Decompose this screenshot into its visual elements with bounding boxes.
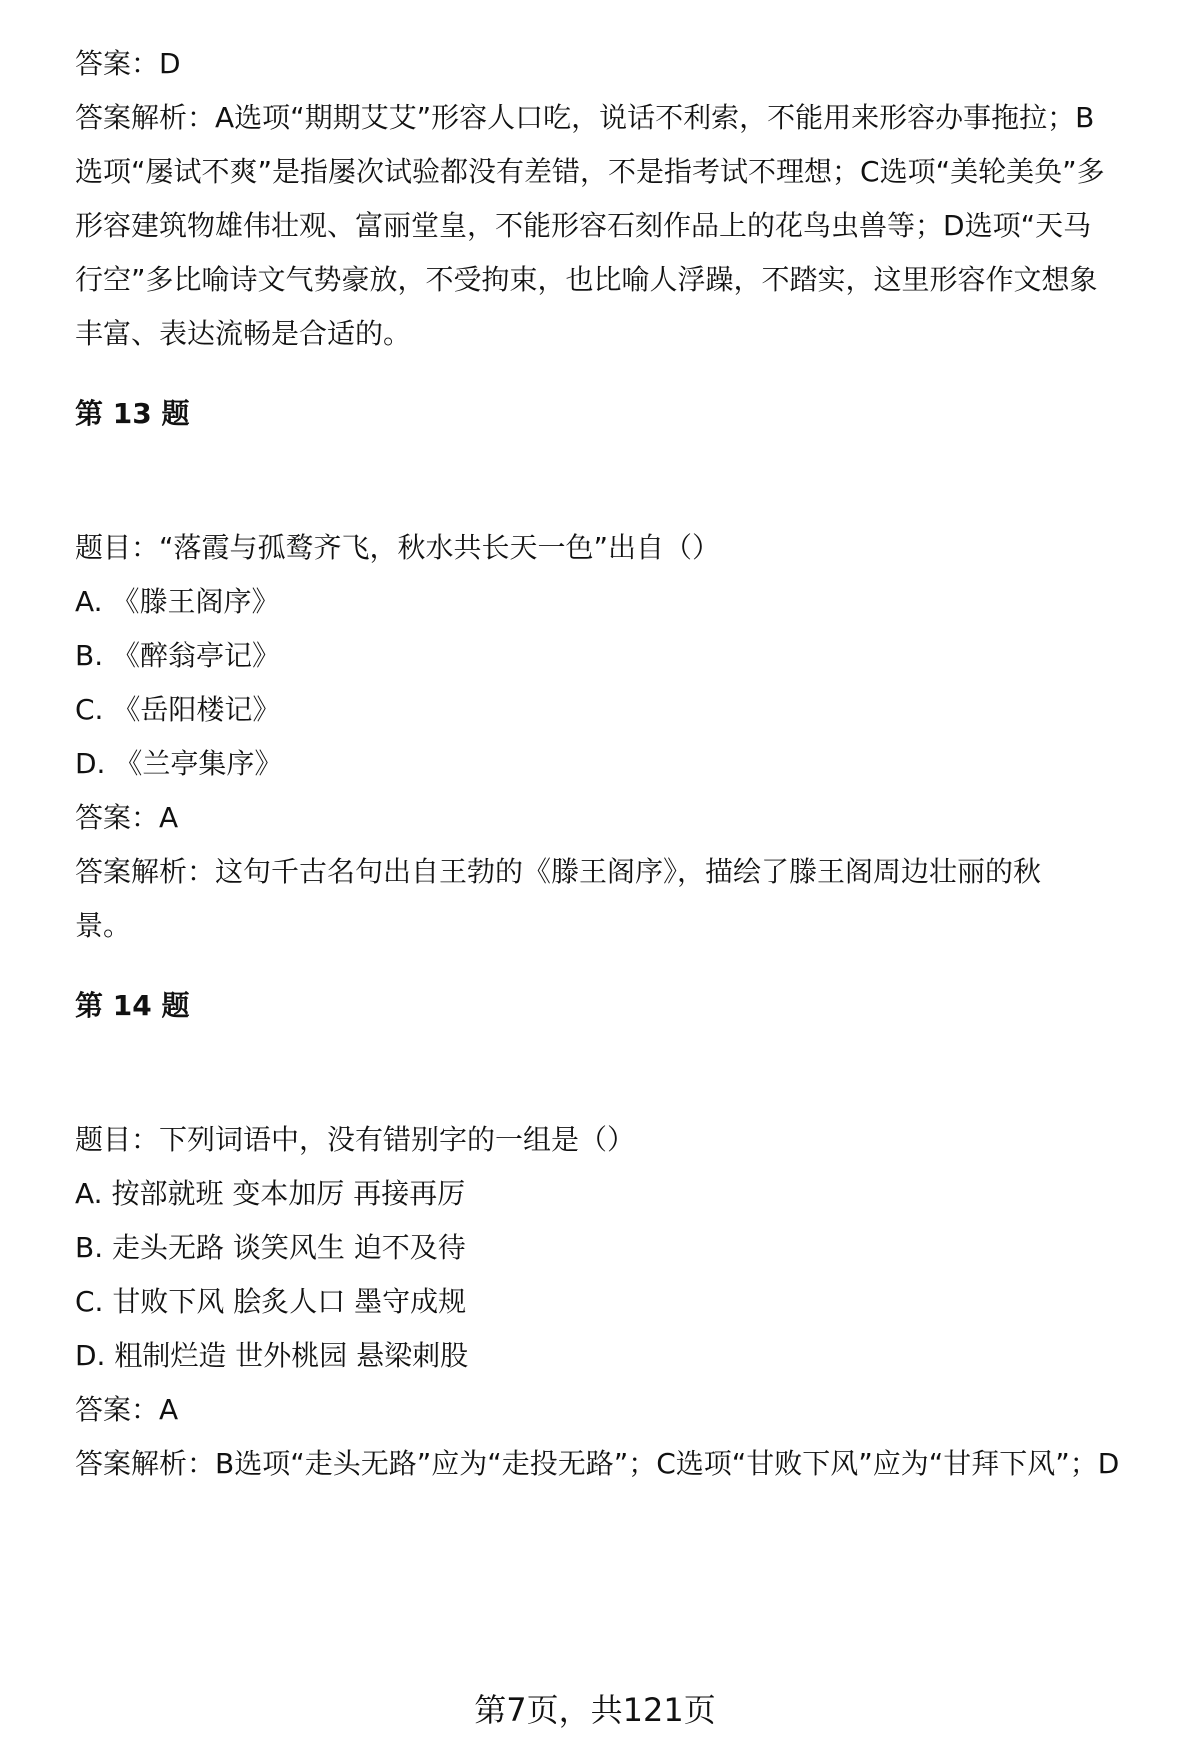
prev-analysis-line-1: 答案解析：A选项“期期艾艾”形容人口吃，说话不利索，不能用来形容办事拖拉；B [75,101,1095,134]
q13-option-b: B. 《醉翁亭记》 [75,639,281,672]
q13-heading: 第 13 题 [75,397,190,430]
q14-question: 题目：下列词语中，没有错别字的一组是（） [75,1123,636,1156]
q14-analysis-line-1: 答案解析：B选项“走头无路”应为“走投无路”；C选项“甘败下风”应为“甘拜下风”；D [75,1447,1120,1480]
q13-answer: 答案：A [75,801,179,834]
prev-analysis-line-5: 丰富、表达流畅是合适的。 [75,317,412,350]
q13-analysis-line-1: 答案解析：这句千古名句出自王勃的《滕王阁序》，描绘了滕王阁周边壮丽的秋 [75,855,1042,888]
prev-analysis-line-3: 形容建筑物雄伟壮观、富丽堂皇，不能形容石刻作品上的花鸟虫兽等；D选项“天马 [75,209,1092,242]
q13-option-d: D. 《兰亭集序》 [75,747,283,780]
q14-answer: 答案：A [75,1393,179,1426]
q13-option-a: A. 《滕王阁序》 [75,585,280,618]
page-number-footer: 第7页，共121页 [474,1691,716,1729]
q13-option-c: C. 《岳阳楼记》 [75,693,281,726]
q14-option-b: B. 走头无路 谈笑风生 迫不及待 [75,1231,466,1264]
prev-answer: 答案：D [75,47,181,80]
q13-analysis-line-2: 景。 [75,909,132,942]
q13-question: 题目：“落霞与孤鹜齐飞，秋水共长天一色”出自（） [75,531,721,564]
prev-analysis-line-4: 行空”多比喻诗文气势豪放，不受拘束，也比喻人浮躁，不踏实，这里形容作文想象 [75,263,1098,296]
q14-option-a: A. 按部就班 变本加厉 再接再厉 [75,1177,466,1210]
q14-heading: 第 14 题 [75,989,190,1022]
prev-analysis-line-2: 选项“屡试不爽”是指屡次试验都没有差错，不是指考试不理想；C选项“美轮美奂”多 [75,155,1105,188]
q14-option-d: D. 粗制烂造 世外桃园 悬梁刺股 [75,1339,469,1372]
q14-option-c: C. 甘败下风 脍炙人口 墨守成规 [75,1285,467,1318]
